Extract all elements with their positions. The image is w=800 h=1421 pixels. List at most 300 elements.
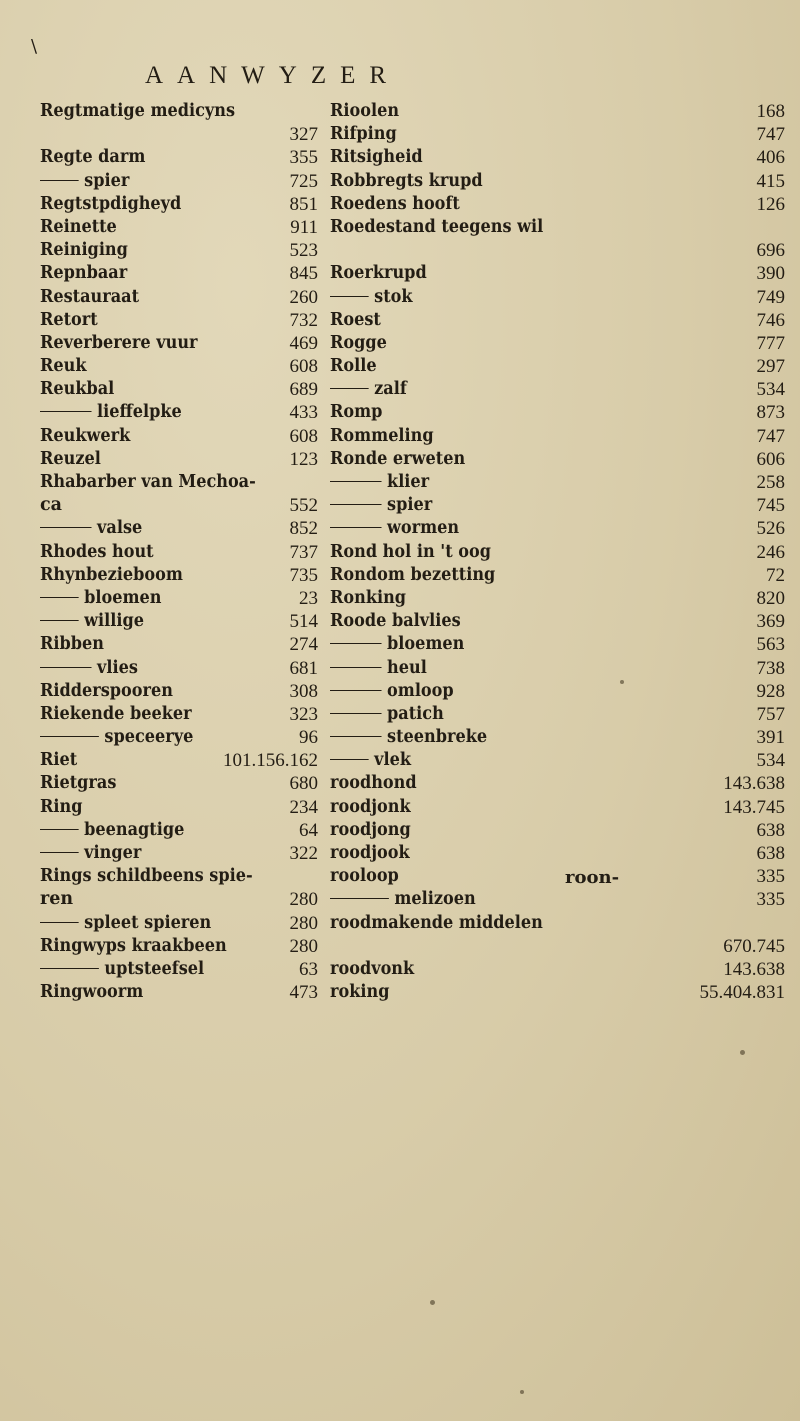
- repeat-dash: [330, 481, 382, 482]
- page-reference: 873: [756, 402, 785, 424]
- page-header: AANWYZER: [145, 62, 401, 89]
- page-reference: 126: [756, 193, 785, 215]
- index-entry: [330, 726, 785, 749]
- index-entry: [330, 471, 785, 494]
- index-term: [330, 587, 406, 610]
- repeat-dash: [330, 898, 389, 899]
- page-reference: 777: [756, 332, 785, 354]
- index-term-text: uptsteefsel: [104, 958, 205, 979]
- index-entry: [330, 657, 785, 680]
- index-term-text: Rhabarber van Mechoa-: [40, 472, 256, 493]
- page-reference: 820: [756, 587, 785, 609]
- page-reference: 280: [289, 935, 318, 957]
- page-reference: 747: [756, 425, 785, 447]
- page-reference: 280: [289, 912, 318, 934]
- index-term-text: vlek: [374, 750, 412, 771]
- page-reference: 469: [289, 332, 318, 354]
- index-term: [330, 401, 382, 424]
- index-term-text: speceerye: [104, 727, 194, 748]
- index-entry: [330, 749, 785, 772]
- index-term-text: Ringwoorm: [40, 982, 144, 1003]
- page-reference: 851: [289, 193, 318, 215]
- page-reference: 258: [756, 472, 785, 494]
- index-term: [330, 123, 397, 146]
- index-term-text: Rifping: [330, 124, 397, 145]
- index-entry: [40, 448, 318, 471]
- index-entry: [40, 703, 318, 726]
- index-term-text: Rings schildbeens spie-: [40, 866, 253, 887]
- index-entry: [330, 796, 785, 819]
- index-entry: [40, 587, 318, 610]
- repeat-dash: [330, 713, 382, 714]
- index-entry: [40, 958, 318, 981]
- index-term: [330, 564, 495, 587]
- page-reference: 246: [756, 541, 785, 563]
- index-term-text: Rogge: [330, 332, 387, 353]
- index-term: [330, 912, 543, 935]
- index-term-text: Riekende beeker: [40, 703, 192, 724]
- page-reference: 928: [756, 680, 785, 702]
- index-term: [40, 378, 114, 401]
- index-term-text: Rommeling: [330, 425, 434, 446]
- index-term-continuation: ca: [40, 495, 62, 516]
- index-term-text: klier: [387, 472, 430, 493]
- index-entry: [40, 170, 318, 193]
- index-term-text: roking: [330, 982, 390, 1003]
- index-entry: [40, 471, 318, 517]
- index-term: [40, 703, 192, 726]
- index-entry: [330, 819, 785, 842]
- index-term-text: Roedens hooft: [330, 193, 460, 214]
- page-reference: 369: [756, 611, 785, 633]
- repeat-dash: [330, 527, 382, 528]
- index-entry: [40, 680, 318, 703]
- repeat-dash: [330, 667, 382, 668]
- page-reference: 696: [756, 239, 785, 261]
- index-term: [40, 633, 104, 656]
- index-term: [330, 100, 399, 123]
- index-entry: [40, 193, 318, 216]
- index-term-text: Rhodes hout: [40, 541, 154, 562]
- index-term-text: wormen: [387, 518, 460, 539]
- page-reference: 72: [766, 564, 785, 586]
- page-reference: 327: [289, 124, 318, 145]
- index-term: [40, 170, 129, 193]
- page-reference: 608: [289, 356, 318, 378]
- page-reference: 143.638: [723, 773, 785, 795]
- index-entry: [330, 610, 785, 633]
- page-reference: 168: [756, 101, 785, 122]
- index-term-text: roodjonk: [330, 796, 411, 817]
- index-entry: [330, 355, 785, 378]
- index-entry: [330, 309, 785, 332]
- index-term-text: Ritsigheid: [330, 147, 423, 168]
- index-term: [330, 193, 460, 216]
- page-reference: 523: [289, 240, 318, 262]
- page-reference: 415: [756, 170, 785, 192]
- page-reference: 852: [289, 518, 318, 540]
- index-entry: [40, 865, 318, 911]
- index-term-text: Rioolen: [330, 101, 400, 121]
- index-entry: [330, 378, 785, 401]
- page-reference: 123: [289, 448, 318, 470]
- index-term-text: Restauraat: [40, 286, 140, 307]
- index-entry: [330, 958, 785, 981]
- index-term: [330, 425, 434, 448]
- repeat-dash: [330, 643, 382, 644]
- index-term: [40, 471, 256, 494]
- page-reference: 738: [756, 657, 785, 679]
- repeat-dash: [330, 296, 369, 297]
- index-term-text: Reukbal: [40, 379, 115, 400]
- index-term: [40, 355, 86, 378]
- page-reference: 737: [289, 541, 318, 563]
- index-entry: [40, 239, 318, 262]
- index-entry: [40, 401, 318, 424]
- page-reference: 390: [756, 263, 785, 285]
- index-term: [40, 958, 204, 981]
- index-term: [40, 935, 227, 958]
- index-term: [330, 332, 387, 355]
- index-entry: [330, 587, 785, 610]
- index-term: [40, 796, 82, 819]
- index-term: [40, 981, 143, 1004]
- page-reference: 725: [289, 170, 318, 192]
- index-term: [40, 239, 128, 262]
- page-reference: 23: [299, 587, 318, 609]
- index-term: [330, 541, 491, 564]
- index-term-text: rooloop: [330, 866, 399, 887]
- index-term-text: Reinette: [40, 216, 117, 237]
- page-reference: 391: [756, 727, 785, 749]
- index-term: [330, 657, 427, 680]
- page-reference: 745: [756, 495, 785, 517]
- index-entry: [40, 726, 318, 749]
- page-reference: 911: [290, 216, 318, 238]
- repeat-dash: [330, 759, 369, 760]
- index-entry: [330, 146, 785, 169]
- index-term-text: Ronde erweten: [330, 448, 466, 469]
- index-term-text: Reverberere vuur: [40, 332, 198, 353]
- index-entry: [40, 657, 318, 680]
- index-entry: [330, 912, 785, 958]
- index-term: [330, 170, 483, 193]
- index-term: [40, 541, 154, 564]
- index-term: [330, 309, 381, 332]
- index-term-text: Ridderspooren: [40, 680, 173, 701]
- page-reference: 534: [756, 379, 785, 401]
- index-term-text: Regte darm: [40, 147, 146, 168]
- index-term-continuation: ren: [40, 889, 74, 910]
- repeat-dash: [40, 411, 92, 412]
- repeat-dash: [330, 690, 382, 691]
- index-entry: [40, 517, 318, 540]
- index-term-text: spier: [84, 170, 130, 191]
- index-entry: [330, 286, 785, 309]
- page-reference: 64: [299, 819, 318, 841]
- index-term: [40, 819, 184, 842]
- index-term: [330, 865, 399, 888]
- index-term-text: Rond hol in 't oog: [330, 541, 491, 562]
- page-reference: 63: [299, 958, 318, 980]
- page-reference: 552: [289, 495, 318, 517]
- page-reference: 101.156.162: [223, 750, 318, 772]
- page-reference: 96: [299, 727, 318, 749]
- index-entry: [40, 772, 318, 795]
- index-entry: [40, 981, 318, 1004]
- repeat-dash: [330, 736, 382, 737]
- index-entry: [330, 494, 785, 517]
- index-entry: [40, 262, 318, 285]
- index-term-text: willige: [84, 611, 144, 632]
- index-term: [40, 657, 138, 680]
- repeat-dash: [40, 852, 79, 853]
- index-entry: [330, 842, 785, 865]
- index-term-text: Rondom bezetting: [330, 564, 496, 585]
- index-entry: [330, 633, 785, 656]
- index-entry: [330, 170, 785, 193]
- corner-mark: \: [31, 36, 38, 57]
- page-reference: 274: [289, 634, 318, 656]
- index-term: [330, 286, 413, 309]
- index-term: [40, 842, 141, 865]
- index-entry: [40, 355, 318, 378]
- index-term-text: Rolle: [330, 356, 377, 377]
- index-term-text: roodjong: [330, 819, 411, 840]
- index-term-text: Roerkrupd: [330, 263, 427, 284]
- index-entry: [40, 819, 318, 842]
- repeat-dash: [40, 922, 79, 923]
- page-reference: 406: [756, 147, 785, 169]
- index-entry: [40, 935, 318, 958]
- index-entry: [330, 216, 785, 262]
- repeat-dash: [40, 527, 92, 528]
- index-term-text: lieffelpke: [97, 402, 182, 423]
- index-entry: [40, 842, 318, 865]
- page-reference: 746: [756, 309, 785, 331]
- repeat-dash: [40, 667, 92, 668]
- index-term-text: stok: [374, 286, 413, 307]
- index-term-text: Roest: [330, 309, 381, 330]
- page-reference: 749: [756, 286, 785, 308]
- index-term: [330, 842, 410, 865]
- page-reference: 143.745: [723, 796, 785, 818]
- index-term: [40, 749, 77, 772]
- page-reference: 308: [289, 680, 318, 702]
- index-term-text: vlies: [97, 657, 138, 678]
- index-term-text: Roedestand teegens wil: [330, 216, 544, 237]
- index-term-text: Reiniging: [40, 240, 128, 261]
- index-term-text: Reuzel: [40, 448, 101, 469]
- page-reference: 680: [289, 773, 318, 795]
- index-entry: [40, 378, 318, 401]
- page-reference: 608: [289, 425, 318, 447]
- index-term: [40, 401, 182, 424]
- index-entry: [40, 425, 318, 448]
- index-entry: [40, 286, 318, 309]
- page-reference: 323: [289, 703, 318, 725]
- index-term-text: Ribben: [40, 634, 104, 655]
- index-term-text: Ring: [40, 796, 83, 817]
- index-term-text: Ronking: [330, 587, 407, 608]
- page-reference: 534: [756, 750, 785, 772]
- index-term-text: Roode balvlies: [330, 611, 461, 632]
- repeat-dash: [330, 388, 369, 389]
- page-reference: 335: [756, 866, 785, 888]
- repeat-dash: [40, 620, 79, 621]
- index-term: [40, 286, 139, 309]
- index-term: [330, 517, 459, 540]
- index-term-text: heul: [387, 657, 427, 678]
- repeat-dash: [330, 504, 382, 505]
- page-reference: 433: [289, 402, 318, 424]
- index-term-text: zalf: [374, 379, 407, 400]
- page-reference: 335: [756, 889, 785, 911]
- index-term: [330, 146, 423, 169]
- index-term-text: Retort: [40, 309, 98, 330]
- index-term-text: spier: [387, 495, 433, 516]
- page-reference: 735: [289, 564, 318, 586]
- index-entry: [330, 193, 785, 216]
- page-reference: 638: [756, 843, 785, 865]
- index-term: [330, 981, 389, 1004]
- page-reference: 526: [756, 518, 785, 540]
- index-term-text: melizoen: [394, 889, 476, 910]
- index-term-text: Rietgras: [40, 773, 117, 794]
- page-reference: 606: [756, 448, 785, 470]
- index-entry: [330, 680, 785, 703]
- page-reference: 514: [289, 611, 318, 633]
- index-entry: [40, 610, 318, 633]
- page-reference: 260: [289, 286, 318, 308]
- index-term: [40, 146, 145, 169]
- index-term: [330, 726, 487, 749]
- index-entry: [40, 146, 318, 169]
- index-term: [330, 749, 411, 772]
- index-term-text: Regtstpdigheyd: [40, 193, 182, 214]
- index-entry: [40, 541, 318, 564]
- page-reference: 732: [289, 309, 318, 331]
- index-term-text: Romp: [330, 402, 383, 423]
- page-reference: 638: [756, 819, 785, 841]
- index-entry: [330, 888, 785, 911]
- index-entry: [40, 912, 318, 935]
- index-entry: [330, 401, 785, 424]
- index-term: [330, 958, 414, 981]
- index-term: [330, 633, 464, 656]
- index-entry: [330, 865, 785, 888]
- index-column-left: [40, 100, 318, 1004]
- repeat-dash: [40, 736, 99, 737]
- index-term: [330, 680, 454, 703]
- page-reference: 143.638: [723, 958, 785, 980]
- repeat-dash: [40, 968, 99, 969]
- page-reference: 55.404.831: [699, 982, 785, 1004]
- index-term: [40, 726, 193, 749]
- index-entry: [330, 123, 785, 146]
- index-entry: [330, 564, 785, 587]
- index-term: [40, 912, 211, 935]
- page-reference: 234: [289, 796, 318, 818]
- index-term-text: patich: [387, 703, 444, 724]
- page-reference: 280: [289, 889, 318, 911]
- index-term-text: steenbreke: [387, 727, 488, 748]
- page-reference: 322: [289, 843, 318, 865]
- index-entry: [40, 332, 318, 355]
- index-term: [330, 494, 432, 517]
- index-term: [40, 680, 173, 703]
- index-term-text: Rhynbezieboom: [40, 564, 183, 585]
- index-term: [330, 819, 411, 842]
- index-column-right: [330, 100, 785, 1004]
- index-term-text: Robbregts krupd: [330, 170, 483, 191]
- index-term: [330, 772, 417, 795]
- index-entry: [330, 703, 785, 726]
- index-term: [40, 448, 101, 471]
- page-reference: 689: [289, 379, 318, 401]
- index-term: [330, 888, 476, 911]
- index-term: [330, 216, 543, 239]
- page-reference: 473: [289, 982, 318, 1004]
- index-entry: [330, 448, 785, 471]
- index-entry: [330, 541, 785, 564]
- catchword: roon-: [565, 867, 620, 888]
- page-reference: 355: [289, 147, 318, 169]
- index-entry: [40, 633, 318, 656]
- index-term: [330, 355, 377, 378]
- index-term: [40, 193, 181, 216]
- index-term-text: Regtmatige medicyns: [40, 101, 236, 121]
- index-entry: [330, 100, 785, 123]
- index-term-text: beenagtige: [84, 819, 185, 840]
- index-term-text: Reukwerk: [40, 425, 131, 446]
- index-entry: [40, 564, 318, 587]
- page-reference: 757: [756, 703, 785, 725]
- index-term: [40, 517, 142, 540]
- repeat-dash: [40, 829, 79, 830]
- index-entry: [40, 309, 318, 332]
- index-term-text: vinger: [84, 843, 142, 864]
- index-term: [40, 564, 183, 587]
- index-term: [40, 610, 144, 633]
- index-term-text: spleet spieren: [84, 912, 212, 933]
- page-reference: 747: [756, 124, 785, 146]
- index-term-text: roodhond: [330, 773, 417, 794]
- index-term-text: omloop: [387, 680, 454, 701]
- page-reference: 563: [756, 634, 785, 656]
- repeat-dash: [40, 180, 79, 181]
- repeat-dash: [40, 597, 79, 598]
- index-term: [40, 772, 116, 795]
- index-term: [40, 216, 117, 239]
- index-term: [330, 448, 465, 471]
- index-term: [40, 587, 162, 610]
- index-term-text: bloemen: [84, 587, 162, 608]
- index-entry: [330, 517, 785, 540]
- index-entry: [40, 796, 318, 819]
- index-term: [40, 865, 253, 888]
- index-entry: [40, 100, 318, 146]
- page-reference: 297: [756, 356, 785, 378]
- index-term: [330, 471, 429, 494]
- index-term-text: Reuk: [40, 356, 87, 377]
- index-term: [330, 796, 411, 819]
- index-entry: [330, 425, 785, 448]
- index-term: [330, 262, 427, 285]
- index-entry: [330, 332, 785, 355]
- index-term-text: bloemen: [387, 634, 465, 655]
- index-term: [40, 100, 235, 123]
